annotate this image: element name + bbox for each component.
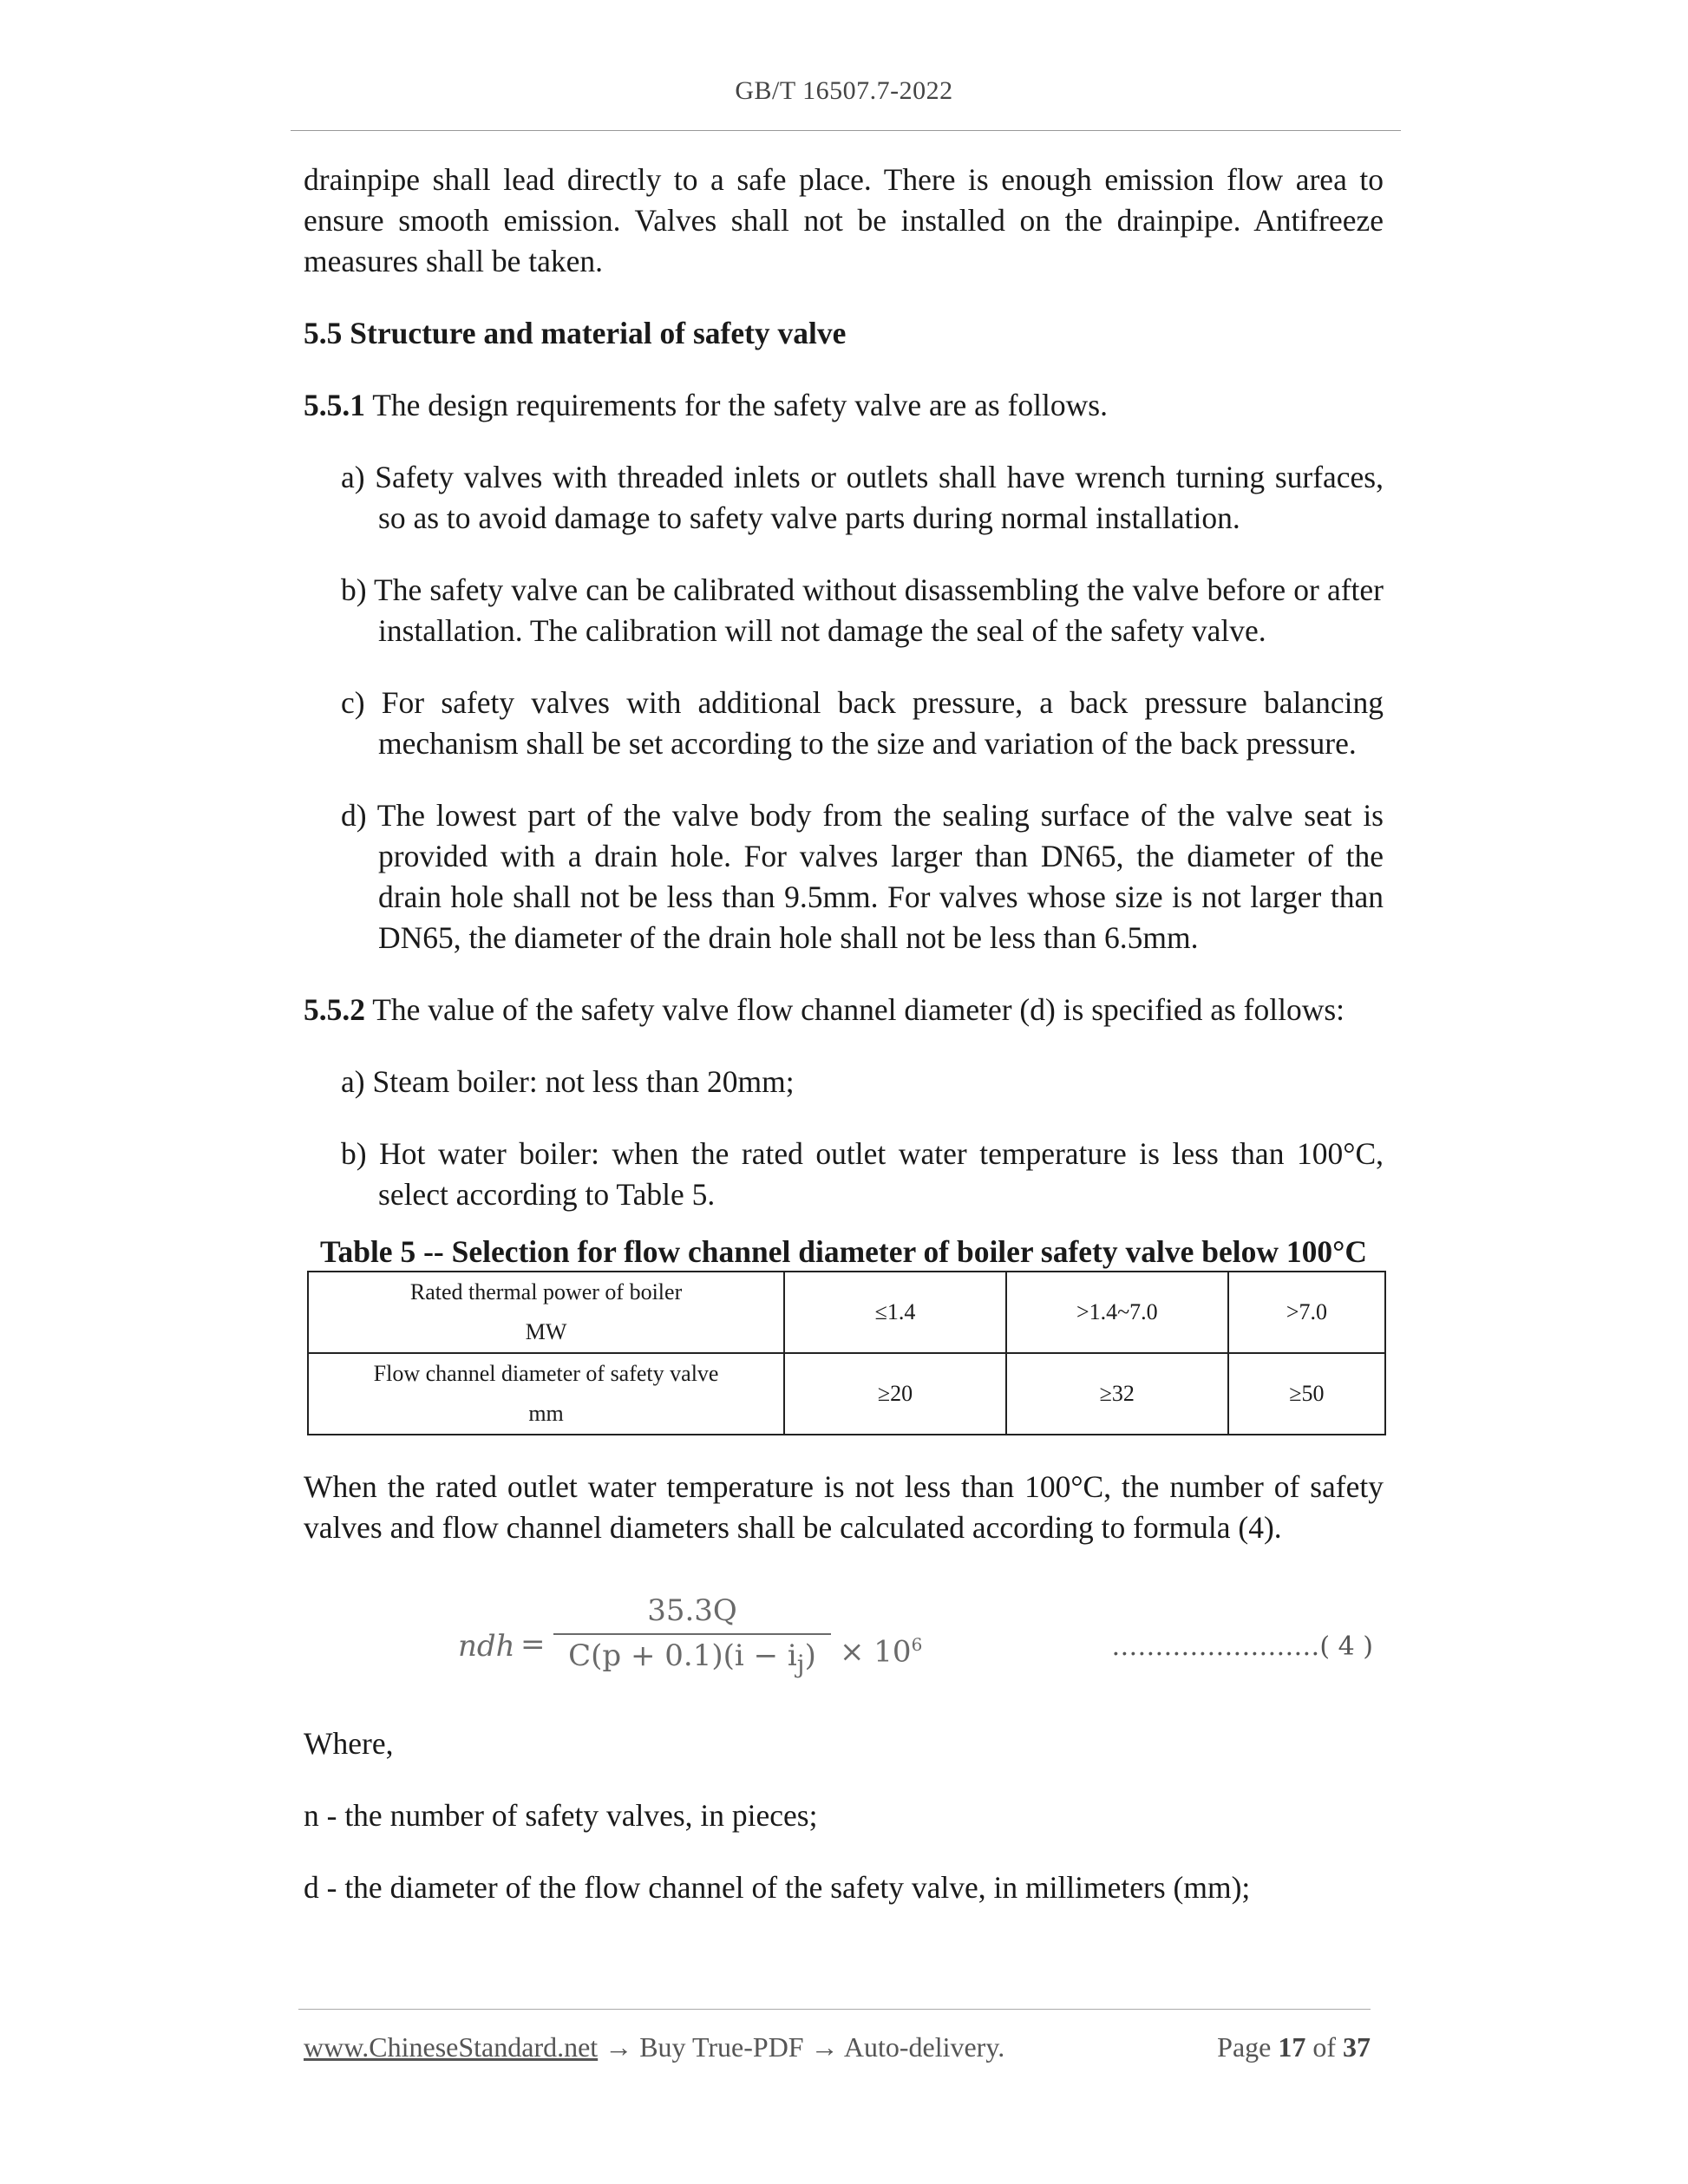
clause-text: The value of the safety valve flow channel diameter (d) is specified as follows: xyxy=(365,992,1345,1027)
list-text: Hot water boiler: when the rated outlet water temperature is less than 100°C, select according to Table 5. xyxy=(366,1136,1384,1212)
footer-promo xyxy=(304,2028,1004,2066)
row-header xyxy=(308,1353,784,1435)
list-text: The lowest part of the valve body from the sealing surface of the valve seat is provided with a drain hole. For valves larger than DN65, the diameter of the drain hole shall not be less than 9.5mm. For valves whose size is not larger than DN65, the diameter of the drain hole shall not be less than 6.5mm. xyxy=(366,798,1384,955)
formula-4 xyxy=(304,1592,1384,1704)
list-marker: a) xyxy=(341,460,365,494)
formula-fraction xyxy=(553,1592,831,1678)
formula-denominator xyxy=(553,1637,831,1678)
list-item xyxy=(304,795,1384,958)
table-cell: ≥20 xyxy=(784,1353,1006,1435)
denominator-main: C(p + 0.1)(i − i xyxy=(568,1638,797,1673)
clause-number: 5.5.2 xyxy=(304,992,365,1027)
table-cell: >1.4~7.0 xyxy=(1006,1272,1228,1353)
formula-equals: = xyxy=(520,1627,546,1662)
list-item xyxy=(304,457,1384,539)
row-header-label: Flow channel diameter of safety valve xyxy=(373,1361,719,1386)
denominator-close: ) xyxy=(804,1638,816,1673)
list-item xyxy=(304,683,1384,764)
list-item xyxy=(304,1062,1384,1102)
denominator-subscript: j xyxy=(796,1649,805,1678)
page-of: of xyxy=(1312,2031,1336,2063)
table-row xyxy=(308,1272,1385,1353)
where-label: Where, xyxy=(304,1726,394,1761)
formula-numerator: 35.3Q xyxy=(647,1593,737,1628)
clause-5-5-1 xyxy=(304,385,1384,426)
promo-text: → Buy True-PDF → Auto-delivery. xyxy=(598,2031,1005,2063)
page-total: 37 xyxy=(1343,2031,1371,2063)
list-text: For safety valves with additional back pressure, a back pressure balancing mechanism shall be set according to the size and variation of the back pressure. xyxy=(364,685,1384,761)
row-header xyxy=(308,1272,784,1353)
footer-divider xyxy=(298,2009,1371,2010)
table-caption: Table 5 -- Selection for flow channel diameter of boiler safety valve below 100°C xyxy=(320,1234,1367,1269)
row-header-unit: MW xyxy=(525,1319,567,1344)
list-text: The safety valve can be calibrated without disassembling the valve before or after installation. The calibration will not damage the seal of the safety valve. xyxy=(366,572,1384,648)
list-text: Steam boiler: not less than 20mm; xyxy=(364,1064,795,1099)
table-cell: >7.0 xyxy=(1228,1272,1385,1353)
list-item xyxy=(304,1134,1384,1215)
page-content xyxy=(304,160,1384,1908)
list-marker: c) xyxy=(341,685,365,720)
row-header-label: Rated thermal power of boiler xyxy=(409,1279,683,1305)
clause-number: 5.5.1 xyxy=(304,388,365,422)
table-cell: ≥32 xyxy=(1006,1353,1228,1435)
page-current: 17 xyxy=(1278,2031,1306,2063)
header-divider xyxy=(291,130,1401,131)
definition-item: d - the diameter of the flow channel of the safety valve, in millimeters (mm); xyxy=(304,1870,1251,1905)
multiplier-base: × 10 xyxy=(840,1634,912,1670)
formula-multiplier xyxy=(840,1625,922,1672)
list-marker: b) xyxy=(341,572,367,607)
fraction-bar xyxy=(553,1633,831,1635)
clause-5-5-2 xyxy=(304,990,1384,1030)
list-marker: a) xyxy=(341,1064,365,1099)
page-number xyxy=(1217,2028,1371,2066)
definition-item: n - the number of safety valves, in pieces; xyxy=(304,1798,818,1833)
table-5 xyxy=(307,1271,1386,1435)
clause-text: The design requirements for the safety valve are as follows. xyxy=(365,388,1108,422)
list-marker: d) xyxy=(341,798,367,833)
list-item xyxy=(304,570,1384,651)
after-table-paragraph: When the rated outlet water temperature is not less than 100°C, the number of safety valves and flow channel diameters shall be calculated according to formula (4). xyxy=(304,1469,1384,1545)
page-header-standard-code: GB/T 16507.7-2022 xyxy=(735,76,953,105)
table-cell: ≤1.4 xyxy=(784,1272,1006,1353)
formula-lhs: ndh xyxy=(458,1629,515,1664)
multiplier-exponent: 6 xyxy=(911,1634,923,1655)
list-marker: b) xyxy=(341,1136,367,1171)
list-text: Safety valves with threaded inlets or outlets shall have wrench turning surfaces, so as to avoid damage to safety valve parts during normal installation. xyxy=(364,460,1384,535)
intro-paragraph: drainpipe shall lead directly to a safe place. There is enough emission flow area to ensure smooth emission. Valves shall not be installed on the drainpipe. Antifreeze measures shall be taken. xyxy=(304,162,1384,278)
formula-number-tag: ……………………( 4 ) xyxy=(1111,1631,1373,1662)
table-cell: ≥50 xyxy=(1228,1353,1385,1435)
site-link[interactable]: www.ChineseStandard.net xyxy=(304,2031,599,2063)
table-row xyxy=(308,1353,1385,1435)
section-heading: 5.5 Structure and material of safety valve xyxy=(304,316,847,350)
page-label: Page xyxy=(1217,2031,1272,2063)
row-header-unit: mm xyxy=(528,1401,564,1426)
